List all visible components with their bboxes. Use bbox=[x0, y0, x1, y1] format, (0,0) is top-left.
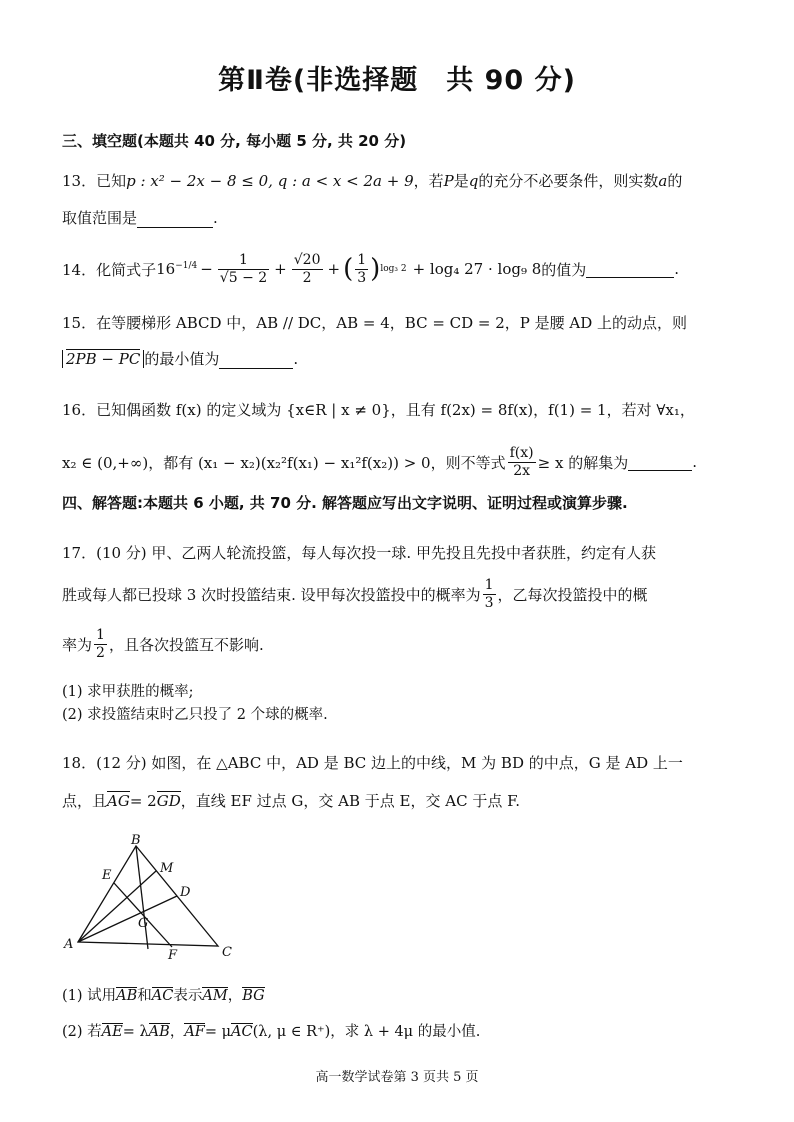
label-b: B bbox=[131, 834, 141, 848]
triangle-figure bbox=[56, 834, 246, 964]
answer-blank bbox=[137, 209, 213, 228]
question-17-part1: (1) 求甲获胜的概率; bbox=[62, 684, 194, 700]
question-17-line3: 率为 $\frac{1}{2}$ ，且各次投篮互不影响. bbox=[62, 627, 264, 661]
question-18-line1: 18．(12 分) 如图，在 △ABC 中，AD 是 BC 边上的中线，M 为 BD 的中点，G 是 AD 上一 bbox=[62, 754, 683, 772]
question-13-line1: 13．已知p : x² − 2x − 8 ≤ 0, q : a < x < 2a + 9，若P是q的充分不必要条件，则实数a的 bbox=[62, 172, 683, 190]
label-c: C bbox=[222, 945, 232, 960]
triangle-abc bbox=[78, 846, 218, 946]
answer-blank bbox=[219, 350, 293, 369]
question-17-part2: (2) 求投篮结束时乙只投了 2 个球的概率. bbox=[62, 707, 328, 723]
question-15-line2: 2PB − PC 的最小值为 . bbox=[62, 348, 298, 369]
page-footer: 高一数学试卷第 3 页共 5 页 bbox=[315, 1070, 479, 1085]
fraction-fx-over-2x: $\frac{f(x)}{2x}$ bbox=[509, 445, 534, 479]
label-d: D bbox=[180, 885, 191, 900]
question-17-line1: 17．(10 分) 甲、乙两人轮流投篮，每人每次投一球. 甲先投且先投中者获胜，约定有人获 bbox=[62, 544, 656, 562]
label-f: F bbox=[168, 948, 178, 963]
median-ad bbox=[78, 896, 177, 942]
question-17-line2: 胜或每人都已投球 3 次时投篮结束. 设甲每次投篮投中的概率为 $\frac{1}{3}$ ，乙每次投篮投中的概 bbox=[62, 577, 648, 611]
question-13-line2: 取值范围是 . bbox=[62, 209, 218, 227]
label-e: E bbox=[102, 868, 112, 883]
answer-blank bbox=[628, 454, 692, 471]
label-a: A bbox=[64, 937, 74, 952]
question-14: 14．化简式子 $16^{-1/4}$ − $\frac{1}{√5 - 2}$ + $\frac{√20}{2}$ + ( $\frac{1}{3}$ ) log₃ 2 + log₄ 27 · log₉ 8 的值为 . bbox=[62, 252, 680, 286]
question-18-part2: (2) 若AE= λAB，AF= μAC(λ, μ ∈ R⁺)，求 λ + 4μ 的最小值. bbox=[62, 1024, 481, 1040]
segment-am bbox=[78, 871, 156, 942]
section-fill-in-heading: 三、填空题(本题共 40 分, 每小题 5 分, 共 20 分) bbox=[62, 132, 407, 150]
fraction-1: $\frac{1}{√5 - 2}$ bbox=[219, 252, 268, 286]
fraction-2: $\frac{√20}{2}$ bbox=[293, 252, 321, 286]
question-16-line1: 16．已知偶函数 f(x) 的定义域为 {x∈R | x ≠ 0}，且有 f(2x) = 8f(x)，f(1) = 1，若对 ∀x₁， bbox=[62, 401, 695, 419]
page-title: 第Ⅱ卷(非选择题 共 90 分) bbox=[218, 65, 576, 96]
question-16-line2: x₂ ∈ (0,+∞)，都有 (x₁ − x₂)(x₂²f(x₁) − x₁²f(x₂)) > 0，则不等式 $\frac{f(x)}{2x}$ ≥ x 的解集为 . bbox=[62, 445, 697, 479]
question-18-part1: (1) 试用AB和AC表示AM，BG bbox=[62, 988, 265, 1004]
fraction-3: $\frac{1}{3}$ bbox=[357, 252, 367, 286]
label-m: M bbox=[160, 861, 174, 876]
label-g: G bbox=[138, 916, 149, 931]
question-15-line1: 15．在等腰梯形 ABCD 中，AB // DC，AB = 4，BC = CD = 2，P 是腰 AD 上的动点，则 bbox=[62, 314, 688, 332]
answer-blank bbox=[586, 261, 674, 278]
section-solve-heading: 四、解答题:本题共 6 小题, 共 70 分. 解答题应写出文字说明、证明过程或演算步骤. bbox=[62, 494, 628, 512]
line-ef bbox=[114, 883, 172, 947]
question-18-line2: 点，且AG= 2GD，直线 EF 过点 G，交 AB 于点 E，交 AC 于点 F. bbox=[62, 792, 520, 810]
segment-bg bbox=[136, 846, 148, 949]
